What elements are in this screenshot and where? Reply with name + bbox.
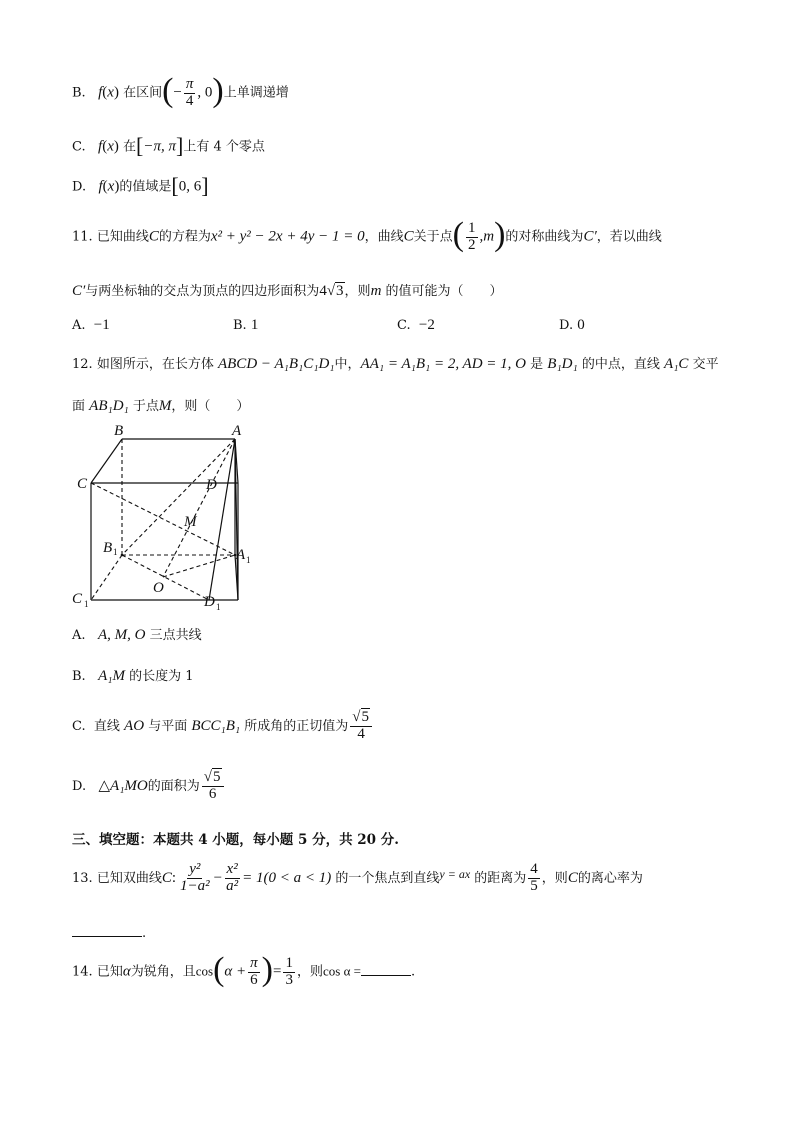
option-text: 在区间 [123,85,163,101]
option-label: C. [72,718,86,734]
point-B1 [121,554,124,557]
q11-option-b: B. 1 [233,317,259,333]
q14-stem: 14. 已知α为锐角，且cos(α + $\frac{\pi}{6}$ )= $\frac{1}{3}$ ，则cos α = . [72,951,416,988]
fraction-y2: $\frac{\text{y²}}{\text{1−a²}}$ [180,861,210,894]
edge-CB [91,439,122,483]
line-B1D1-hidden [122,555,209,600]
stem-text: ，若以曲线 [596,229,662,245]
stem-text: 如图所示，在长方体 [96,357,214,372]
option-text: 的长度为 1 [124,669,194,684]
fraction-x2: $\frac{\text{x²}}{\text{a²}}$ [226,861,239,894]
math-plane: BCC₁B₁ [191,717,241,734]
math-m: m [483,228,495,245]
stem-text: 的对称曲线为 [505,229,584,245]
label-A1-sub: 1 [246,555,251,565]
stem-text: ，则 [344,284,371,299]
math-M: M [158,398,172,414]
option-text: 在 [123,139,137,155]
fraction-1-over-3: $\frac{1}{3}$ [285,954,293,988]
q11-stem-line1: 11. 已知曲线C的方程为x² + y² − 2x + 4y − 1 = 0，曲线C关于点( $\frac{1}{2}$ ,m)的对称曲线为C′，若以曲线 [72,216,662,253]
math-alpha: α [122,963,131,980]
option-text: 三点共线 [149,628,202,643]
label-B1: B [103,540,113,556]
period: . [142,926,147,941]
math-plane: AB₁D₁ [89,398,129,414]
label-A1: A [236,547,246,563]
stem-text: 面 [72,399,86,414]
label-D1-sub: 1 [216,602,221,612]
option-label: B. [72,85,86,101]
math-x: x [107,178,115,195]
question-number: 14. [72,964,93,980]
q10-option-c: C. f(x) 在[−π, π]上有 4 个零点 [72,133,265,158]
math-line: AO [124,717,145,734]
math-segment: A₁M [98,668,125,684]
q10-option-b: B. f(x) 在区间(− $\frac{\pi}{4}$ , 0)上单调递增 [72,72,289,109]
q12-stem-line2 [72,395,249,415]
stem-text: 的中点，直线 [581,357,660,372]
period: . [410,964,416,980]
stem-text: 是 [530,357,544,372]
edge-B1C1-hidden [91,555,122,600]
math-f: f [98,138,103,155]
q12-option-d [72,770,226,803]
label-C1: C [72,591,83,607]
label-B: B [114,423,124,439]
stem-text: 关于点 [413,229,453,245]
option-label: B. [72,669,86,684]
stem-text: 已知曲线 [96,229,149,245]
label-M: M [184,514,197,530]
stem-text: 的方程为 [158,229,211,245]
cuboid-figure [60,420,270,615]
section-heading: 三、填空题：本题共 4 小题，每小题 5 分，共 20 分. [72,832,399,848]
fraction-pi-over-4: $\frac{\pi}{4}$ [185,75,194,109]
math-solid: ABCD − A₁B₁C₁D₁ [217,356,335,372]
stem-text: 于点 [132,399,159,414]
math-line: y = ax [439,866,471,881]
math-line: A₁C [664,356,689,372]
label-C1-sub: 1 [84,599,89,609]
math-triangle: △A₁MO [98,777,148,794]
math-arg: α + [224,963,247,980]
label-O: O [153,580,164,596]
math-points: A, M, O [97,627,146,643]
q12-option-a [72,624,202,644]
area-coefficient: 4 [319,283,327,299]
option-label: D. [72,179,87,195]
label-B1-sub: 1 [113,547,118,557]
stem-text: ，则 [296,964,323,980]
stem-text: 的值可能为（ ） [385,284,503,299]
line-OA1-hidden [163,555,235,577]
q12-option-b [72,665,194,685]
question-number: 11. [72,229,93,245]
stem-text: ，则（ ） [171,399,250,414]
q11-stem-line2: C′与两坐标轴的交点为顶点的四边形面积为4√3，则m 的值可能为（ ） [72,283,503,299]
math-C: C [567,869,578,886]
option-text: 的值域是 [119,179,172,195]
option-label: D. [72,778,87,794]
q11-option-d: D. 0 [559,317,585,333]
math-C-prime: C′ [72,283,86,299]
math-x: x [107,84,114,101]
math-f: f [98,178,103,195]
q13-answer-blank[interactable] [72,922,146,941]
stem-text: 交平 [692,357,719,372]
math-condition: = 1(0 < a < 1) [242,869,332,886]
stem-text: 中， [334,357,361,372]
question-number: 12. [72,357,93,372]
fraction-sqrt5-over-4: $\frac{√5}{4}$ [350,710,372,743]
q11-option-a: A. −1 [72,317,110,333]
stem-text: 的离心率为 [577,870,643,886]
option-label: C. [72,139,86,155]
line-CA1-hidden [91,483,235,555]
label-D: D [206,477,217,493]
math-C: C [148,228,159,245]
option-text: 所成角的正切值为 [244,718,349,734]
option-label: A. [72,628,86,643]
stem-text: 已知 [96,964,123,980]
label-A: A [232,423,242,439]
stem-text: 与两坐标轴的交点为顶点的四边形面积为 [85,284,320,299]
math-C: C [403,228,414,245]
q12-option-c [72,710,374,743]
question-number: 13. [72,870,93,886]
fraction-4-over-5: $\frac{4}{5}$ [530,861,538,894]
q11-option-c: C. −2 [397,317,435,333]
option-text: 的面积为 [147,778,200,794]
option-text: 与平面 [148,718,188,734]
label-C: C [77,476,88,492]
math-x: x [107,138,114,155]
option-text: 直线 [93,718,120,734]
answer-line[interactable] [72,922,142,937]
area-radicand: 3 [336,283,344,299]
stem-text: 的一个焦点到直线 [335,870,440,886]
math-condition: AA₁ = A₁B₁ = 2, AD = 1, O [360,356,526,372]
math-C: C [161,869,172,886]
math-m: m [370,283,382,299]
math-segment: B₁D₁ [547,356,578,372]
math-cos-alpha: cos α = [322,963,361,979]
math-C-prime: C′ [583,228,597,245]
q13-stem: 13. 已知双曲线C: $\frac{\text{y²}}{\text{1−a²}}$ − $\frac{\text{x²}}{\text{a²}}$ = 1(0 < a < 1) 的一个焦点到直线y = ax 的距离为 $\frac{4}{5}$ ，则C的离心率为 [72,861,643,894]
stem-text: 已知双曲线 [96,870,162,886]
stem-text: 的距离为 [474,870,527,886]
option-text: 上有 4 个零点 [183,139,265,155]
label-D1: D [204,594,215,610]
math-cos: cos [195,963,214,979]
option-text: 上单调递增 [223,85,289,101]
circle-equation: x² + y² − 2x + 4y − 1 = 0 [210,228,365,245]
math-interval: −π, π [143,138,177,155]
stem-text: 为锐角，且 [130,964,196,980]
stem-text: ，则 [541,870,568,886]
math-f: f [98,84,103,101]
stem-text: ，曲线 [364,229,404,245]
fraction-pi-over-6: $\frac{\pi}{6}$ [250,954,258,988]
q12-stem-line1 [72,353,719,373]
fraction-one-half: $\frac{1}{2}$ [468,219,476,253]
q10-option-d: D. f(x)的值域是[0, 6] [72,173,209,198]
fraction-sqrt5-over-6: $\frac{√5}{6}$ [202,770,224,803]
answer-line[interactable] [361,961,411,976]
math-interval: 0, 6 [178,178,202,195]
